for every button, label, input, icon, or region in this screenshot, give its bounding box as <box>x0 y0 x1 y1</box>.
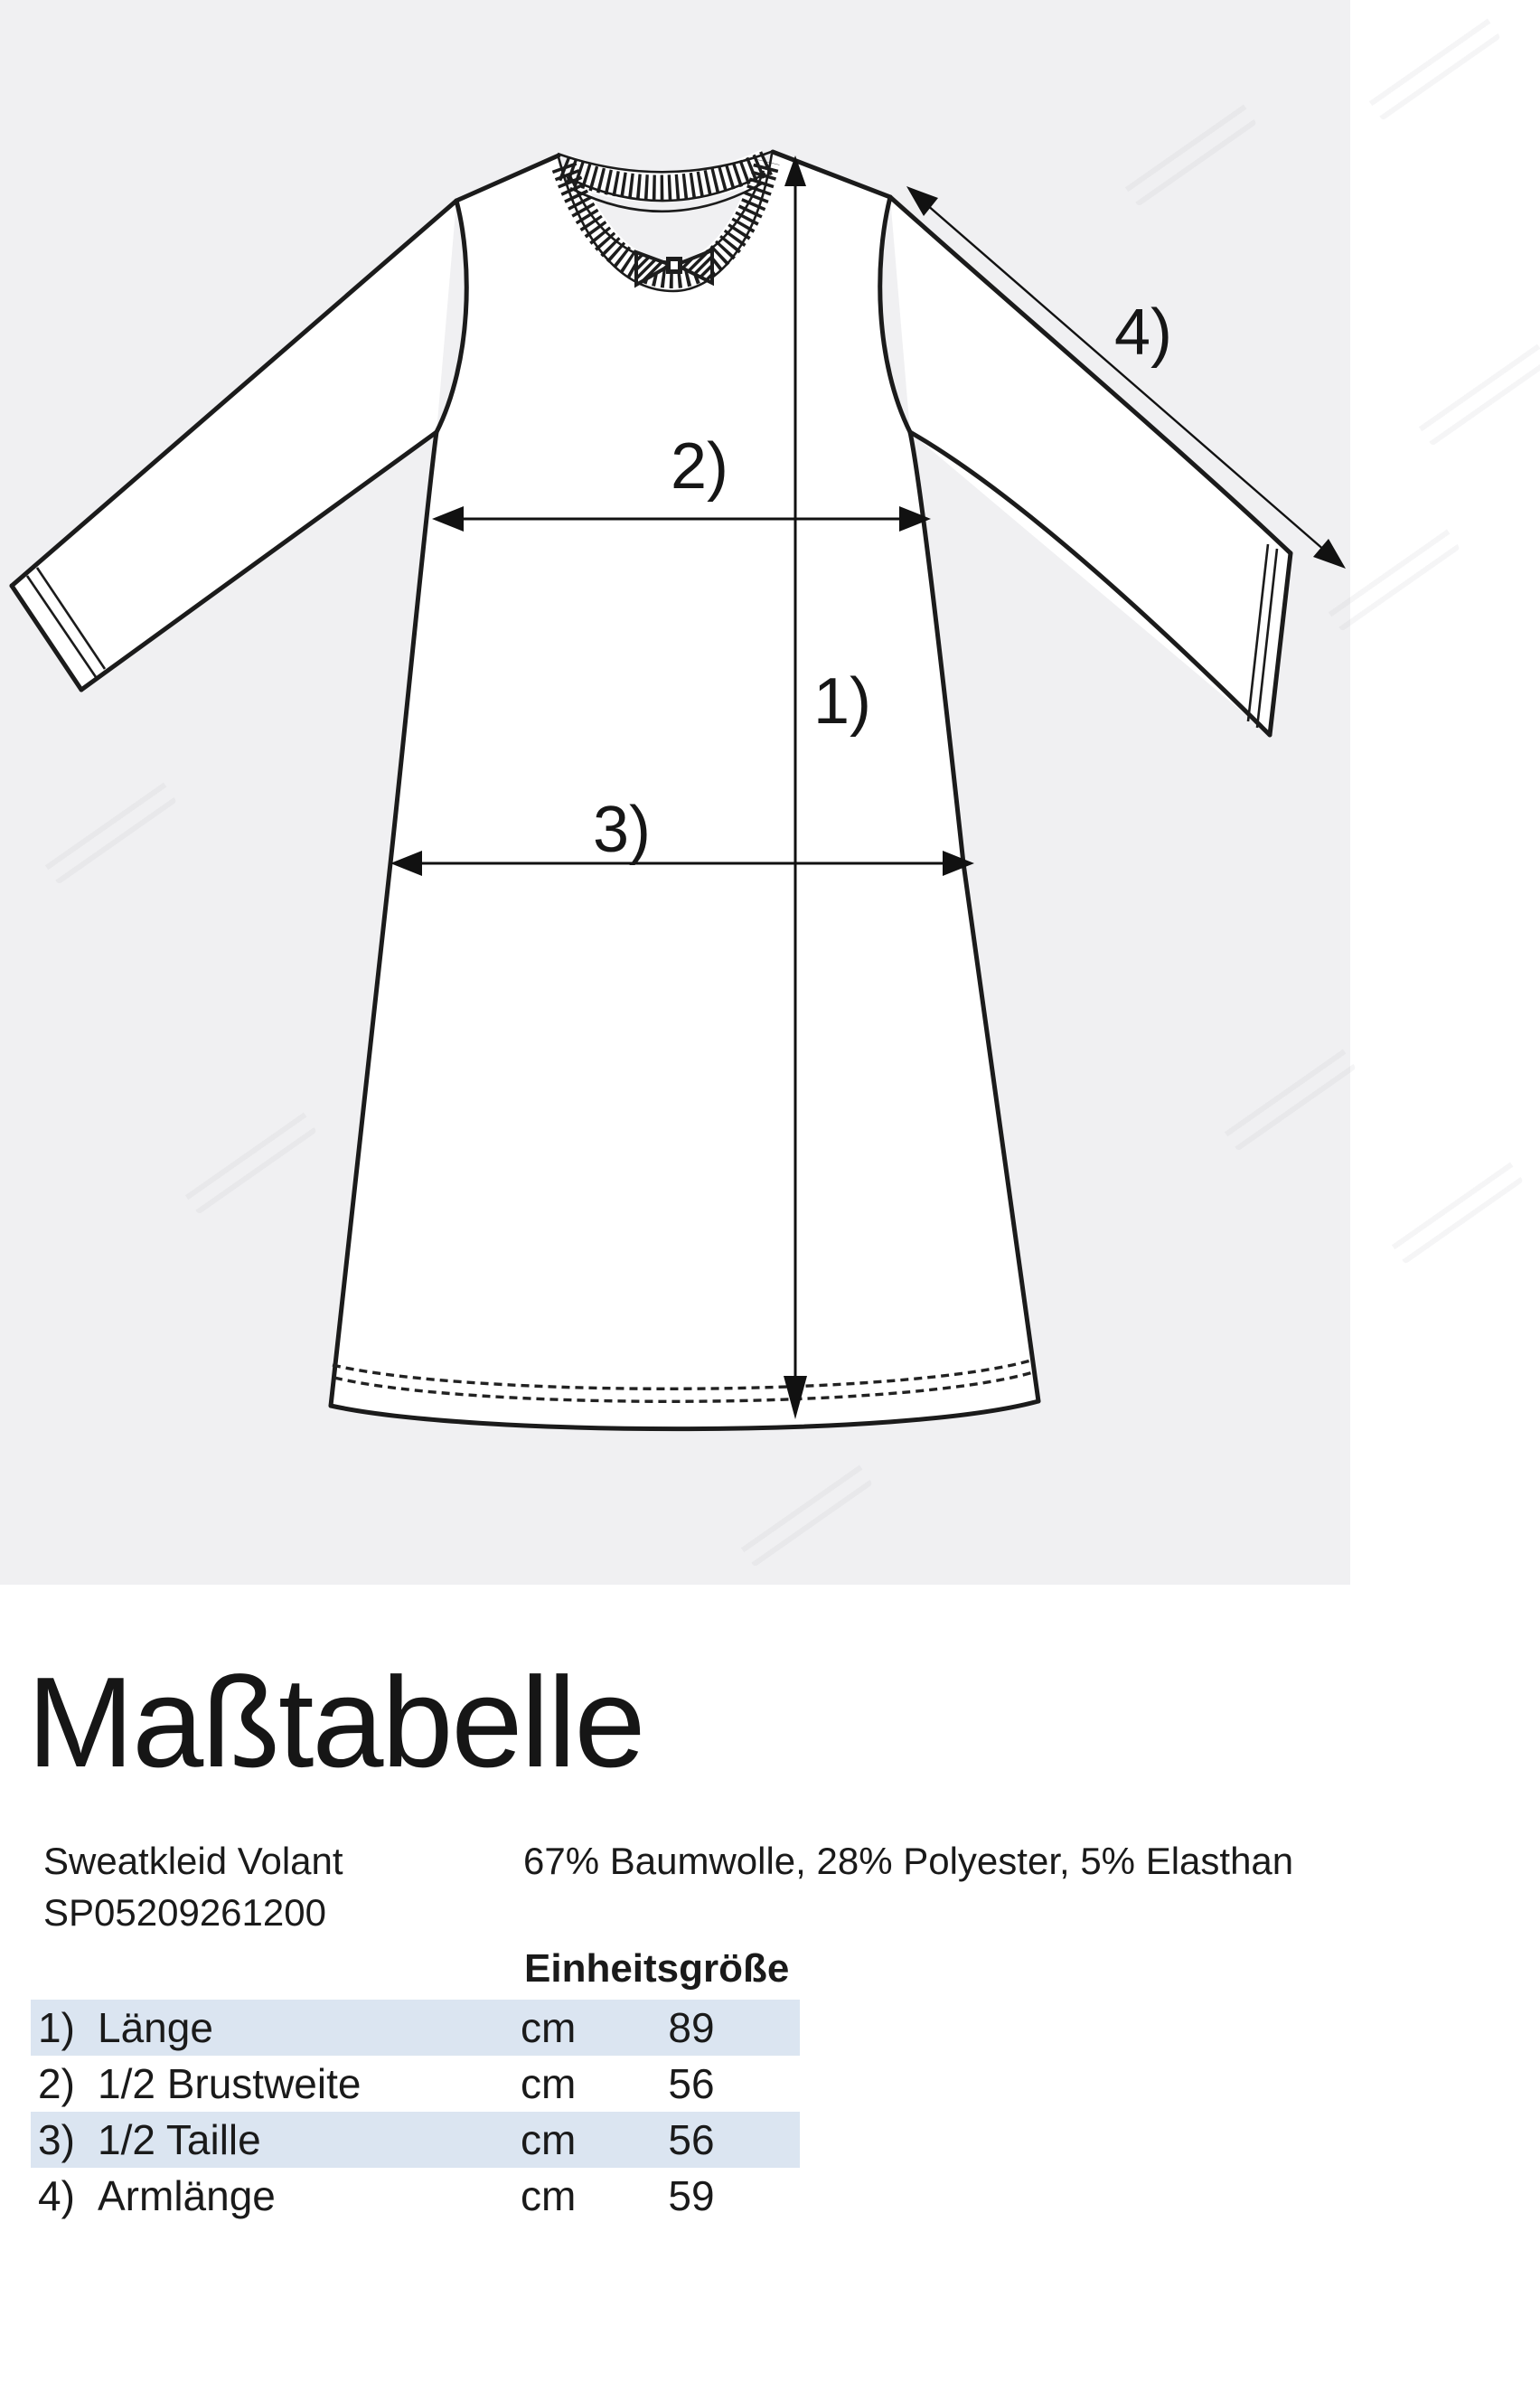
watermark <box>1364 11 1501 120</box>
product-composition: 67% Baumwolle, 28% Polyester, 5% Elasthan <box>523 1840 1294 1882</box>
row-value: 89 <box>668 2004 715 2051</box>
table-row <box>31 2000 800 2056</box>
left-sleeve-fill <box>12 201 456 690</box>
row-unit: cm <box>521 2172 577 2219</box>
row-value: 59 <box>668 2172 715 2219</box>
measure-label-1: 1) <box>813 665 872 738</box>
row-index: 1) <box>38 2004 75 2051</box>
table-row <box>31 2056 800 2112</box>
table-row <box>31 2168 800 2224</box>
row-index: 4) <box>38 2172 75 2219</box>
product-sku: SP05209261200 <box>43 1891 326 1934</box>
row-index: 3) <box>38 2116 75 2163</box>
row-label: Länge <box>98 2004 213 2051</box>
row-unit: cm <box>521 2116 577 2163</box>
row-value: 56 <box>668 2116 715 2163</box>
row-label: Armlänge <box>98 2172 276 2219</box>
row-unit: cm <box>521 2004 577 2051</box>
watermark <box>1386 1154 1524 1264</box>
row-unit: cm <box>521 2060 577 2107</box>
right-sleeve-fill <box>890 197 1291 735</box>
size-column-header: Einheitsgröße <box>524 1946 790 1991</box>
table-row <box>31 2112 800 2168</box>
measure-label-3: 3) <box>593 794 652 866</box>
page-title: Maßtabelle <box>27 1651 644 1794</box>
measure-label-4: 4) <box>1114 297 1173 369</box>
row-index: 2) <box>38 2060 75 2107</box>
row-label: 1/2 Brustweite <box>98 2060 362 2107</box>
product-info <box>43 1835 343 1938</box>
watermark <box>1413 336 1540 446</box>
measure-label-2: 2) <box>671 430 729 503</box>
product-name: Sweatkleid Volant <box>43 1840 343 1882</box>
row-label: 1/2 Taille <box>98 2116 261 2163</box>
row-value: 56 <box>668 2060 715 2107</box>
